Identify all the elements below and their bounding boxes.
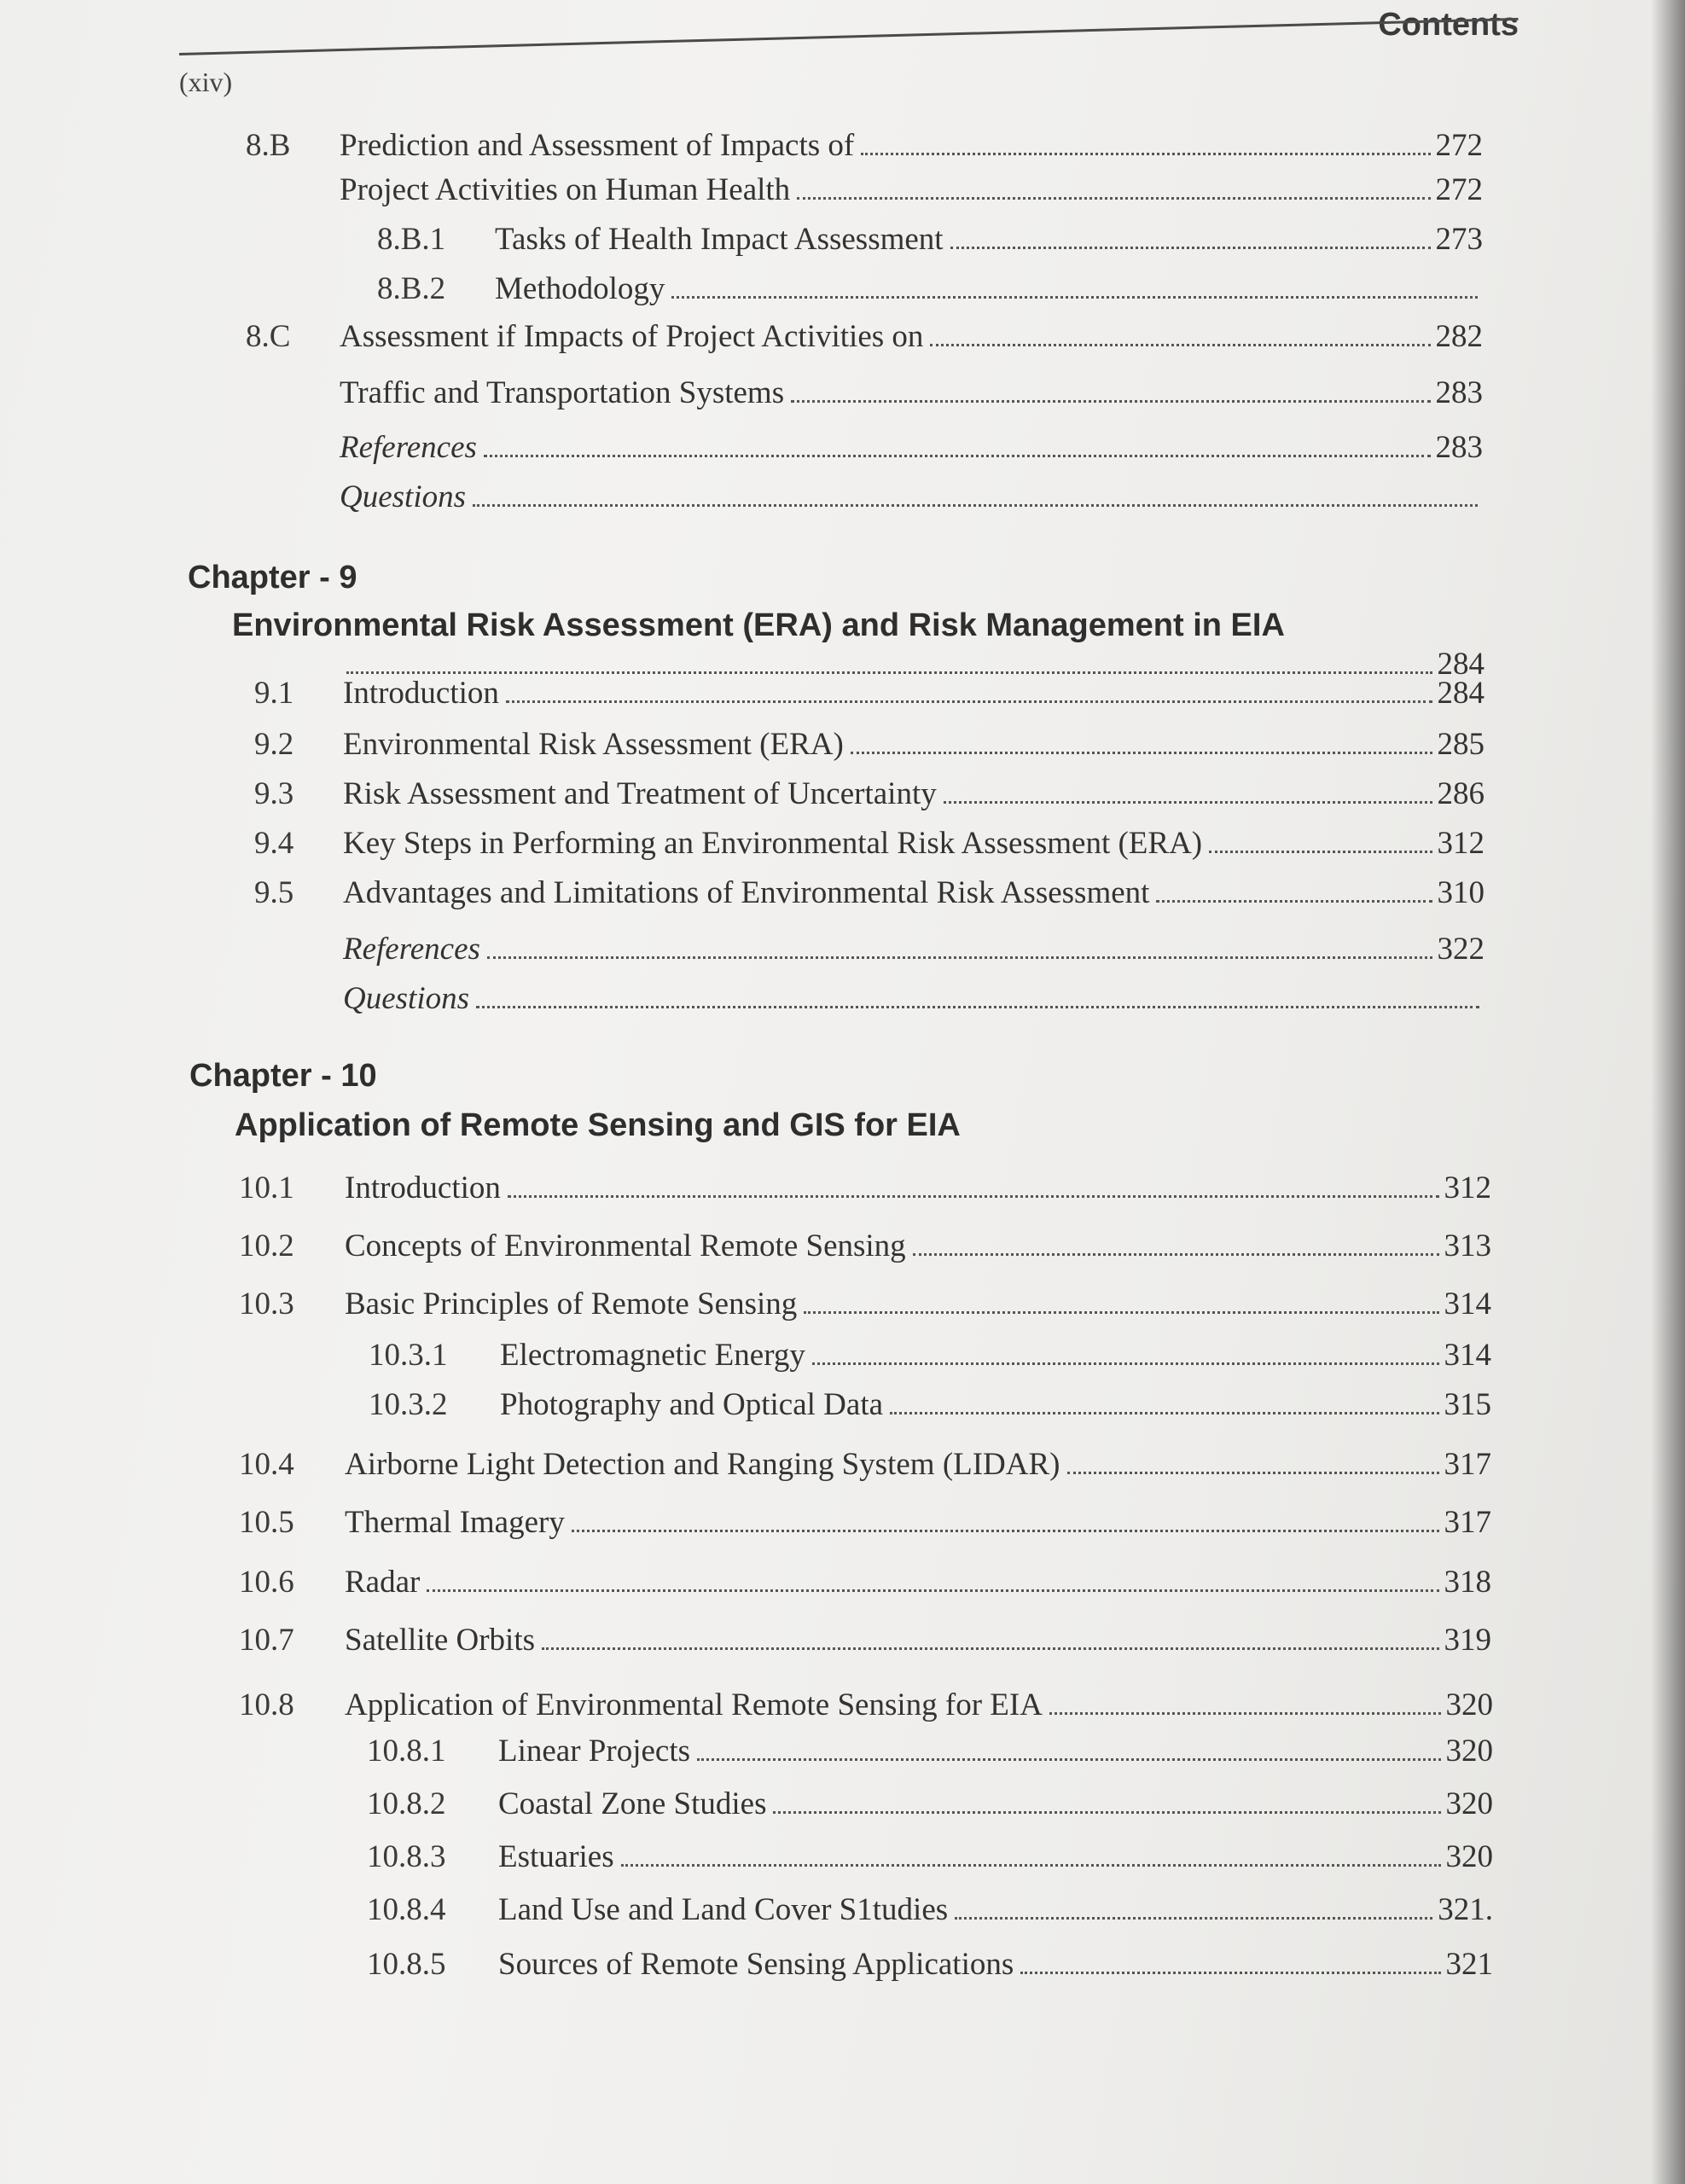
leader-dots xyxy=(890,1412,1438,1414)
entry-number: 10.8 xyxy=(239,1687,294,1722)
entry-page: 310 xyxy=(1437,875,1485,910)
leader-dots xyxy=(861,153,1430,155)
entry-number: 10.6 xyxy=(239,1565,294,1600)
toc-entry xyxy=(367,1785,1493,1824)
leader-dots xyxy=(955,1917,1432,1920)
toc-entry xyxy=(239,1227,1491,1266)
toc-entry xyxy=(246,317,1483,357)
toc-entry xyxy=(239,1621,1491,1660)
running-header-title: Contents xyxy=(1378,7,1519,43)
leader-dots xyxy=(1156,900,1432,903)
leader-dots xyxy=(944,801,1432,804)
entry-title: Risk Assessment and Treatment of Uncertainty xyxy=(343,776,937,811)
leader-dots xyxy=(797,197,1430,200)
entry-page: 283 xyxy=(1435,430,1483,465)
toc-entry xyxy=(254,674,1485,713)
entry-number: 8.C xyxy=(246,319,291,354)
entry-title: Questions xyxy=(343,981,469,1016)
leader-dots xyxy=(851,752,1432,754)
entry-page: 272 xyxy=(1435,172,1483,207)
entry-page: 318 xyxy=(1444,1565,1491,1600)
toc-entry xyxy=(254,824,1485,863)
entry-title: Assessment if Impacts of Project Activities on xyxy=(340,319,924,354)
leader-dots xyxy=(487,956,1432,959)
toc-entry xyxy=(239,1686,1493,1725)
entry-page: 273 xyxy=(1435,222,1483,257)
entry-page: 320 xyxy=(1445,1734,1493,1769)
toc-entry xyxy=(340,478,1483,517)
leader-dots xyxy=(812,1362,1439,1365)
toc-entry xyxy=(239,1169,1491,1208)
toc-entry xyxy=(340,171,1483,210)
entry-number: 10.8.1 xyxy=(367,1734,446,1769)
entry-title: Questions xyxy=(340,479,466,514)
chapter-label: Chapter - 9 xyxy=(188,560,357,595)
entry-page: 314 xyxy=(1444,1338,1491,1373)
entry-number: 8.B xyxy=(246,128,291,163)
leader-dots xyxy=(671,296,1478,299)
entry-title: Thermal Imagery xyxy=(345,1505,565,1540)
entry-title: Linear Projects xyxy=(498,1734,690,1769)
leader-dots xyxy=(508,1195,1439,1198)
toc-entry xyxy=(254,874,1485,913)
leader-dots xyxy=(484,455,1431,457)
entry-title: Photography and Optical Data xyxy=(500,1387,884,1422)
entry-number: 10.8.5 xyxy=(367,1947,446,1982)
toc-entry xyxy=(340,428,1483,468)
entry-number: 9.5 xyxy=(254,875,294,910)
entry-page: 317 xyxy=(1444,1505,1491,1540)
entry-title: Airborne Light Detection and Ranging System (LIDAR) xyxy=(345,1447,1060,1482)
leader-dots xyxy=(950,247,1431,249)
entry-title: References xyxy=(340,430,477,465)
entry-number: 10.1 xyxy=(239,1170,294,1205)
entry-page: 320 xyxy=(1445,1786,1493,1821)
entry-number: 10.4 xyxy=(239,1447,294,1482)
entry-page: 284 xyxy=(1437,647,1485,682)
leader-dots xyxy=(542,1647,1439,1650)
entry-title: Electromagnetic Energy xyxy=(500,1338,805,1373)
entry-page: 286 xyxy=(1437,776,1485,811)
entry-page: 312 xyxy=(1444,1170,1491,1205)
toc-entry xyxy=(343,979,1485,1019)
chapter-title: Application of Remote Sensing and GIS for EIA xyxy=(235,1107,961,1143)
leader-dots xyxy=(473,504,1478,507)
entry-title: Tasks of Health Impact Assessment xyxy=(495,222,944,257)
entry-title: Satellite Orbits xyxy=(345,1623,535,1658)
entry-page: 272 xyxy=(1435,128,1483,163)
toc-entry xyxy=(367,1945,1493,1984)
entry-page: 317 xyxy=(1444,1447,1491,1482)
entry-page: 320 xyxy=(1445,1687,1493,1722)
entry-title: Introduction xyxy=(343,676,499,711)
toc-entry xyxy=(254,725,1485,764)
leader-dots xyxy=(697,1758,1441,1761)
leader-dots xyxy=(791,400,1430,403)
leader-dots xyxy=(773,1811,1440,1814)
toc-entry xyxy=(369,1336,1491,1375)
entry-title: Introduction xyxy=(345,1170,501,1205)
entry-title: Estuaries xyxy=(498,1839,614,1874)
toc-entry xyxy=(377,220,1483,259)
entry-title: Radar xyxy=(345,1565,421,1600)
entry-page: 282 xyxy=(1435,319,1483,354)
chapter-title: Environmental Risk Assessment (ERA) and Risk Management in EIA xyxy=(232,607,1285,643)
toc-entry xyxy=(239,1563,1491,1602)
entry-title: Application of Environmental Remote Sensing for EIA xyxy=(345,1687,1043,1722)
toc-entry xyxy=(254,775,1485,814)
entry-number: 10.8.4 xyxy=(367,1892,446,1927)
entry-number: 9.1 xyxy=(254,676,294,711)
entry-page: 319 xyxy=(1444,1623,1491,1658)
entry-page: 314 xyxy=(1444,1287,1491,1321)
entry-title: Coastal Zone Studies xyxy=(498,1786,767,1821)
leader-dots xyxy=(1209,851,1432,853)
toc-entry xyxy=(369,1385,1491,1425)
leader-dots xyxy=(476,1006,1479,1008)
entry-page: 312 xyxy=(1437,826,1485,861)
entry-number: 9.3 xyxy=(254,776,294,811)
toc-entry xyxy=(367,1732,1493,1771)
toc-entry xyxy=(239,1445,1491,1484)
toc-entry xyxy=(239,1503,1491,1542)
entry-title: Advantages and Limitations of Environmental Risk Assessment xyxy=(343,875,1150,910)
entry-title: Basic Principles of Remote Sensing xyxy=(345,1287,798,1321)
leader-dots xyxy=(930,344,1430,346)
entry-number: 10.5 xyxy=(239,1505,294,1540)
page-number: (xiv) xyxy=(179,67,233,97)
entry-page: 285 xyxy=(1437,727,1485,762)
toc-entry xyxy=(377,270,1483,309)
entry-title: Traffic and Transportation Systems xyxy=(340,375,785,410)
entry-page: 283 xyxy=(1435,375,1483,410)
entry-number: 9.4 xyxy=(254,826,294,861)
toc-entry xyxy=(340,374,1483,413)
entry-title: Environmental Risk Assessment (ERA) xyxy=(343,727,844,762)
entry-title: Project Activities on Human Health xyxy=(340,172,791,207)
page-edge-shadow xyxy=(1651,0,1685,2184)
entry-number: 10.2 xyxy=(239,1228,294,1263)
toc-entry xyxy=(239,1285,1491,1324)
leader-dots xyxy=(1020,1972,1440,1974)
entry-number: 9.2 xyxy=(254,727,294,762)
leader-dots xyxy=(1049,1712,1441,1715)
toc-entry xyxy=(343,930,1485,969)
leader-dots xyxy=(427,1589,1438,1592)
entry-page: 284 xyxy=(1437,676,1485,711)
entry-title: Concepts of Environmental Remote Sensing xyxy=(345,1228,906,1263)
entry-page: 313 xyxy=(1444,1228,1491,1263)
entry-number: 10.8.3 xyxy=(367,1839,446,1874)
toc-entry xyxy=(367,1838,1493,1877)
entry-page: 321. xyxy=(1438,1892,1493,1927)
entry-page: 320 xyxy=(1445,1839,1493,1874)
entry-number: 10.8.2 xyxy=(367,1786,446,1821)
entry-title: Sources of Remote Sensing Applications xyxy=(498,1947,1014,1982)
entry-title: Key Steps in Performing an Environmental Risk Assessment (ERA) xyxy=(343,826,1203,861)
entry-title: Land Use and Land Cover S1tudies xyxy=(498,1892,949,1927)
entry-number: 8.B.2 xyxy=(377,271,446,306)
entry-title: Prediction and Assessment of Impacts of xyxy=(340,128,855,163)
leader-dots xyxy=(1067,1472,1439,1474)
entry-number: 10.3.2 xyxy=(369,1387,448,1422)
entry-page: 322 xyxy=(1437,932,1485,967)
chapter-label: Chapter - 10 xyxy=(189,1058,377,1094)
leader-dots xyxy=(913,1253,1439,1256)
leader-dots xyxy=(506,700,1432,703)
entry-number: 8.B.1 xyxy=(377,222,446,257)
toc-entry xyxy=(367,1891,1493,1930)
leader-dots xyxy=(804,1311,1438,1314)
leader-dots xyxy=(572,1530,1439,1532)
leader-dots xyxy=(621,1864,1441,1867)
entry-number: 10.3 xyxy=(239,1287,294,1321)
entry-title: References xyxy=(343,932,480,967)
toc-entry xyxy=(246,126,1483,166)
entry-title: Methodology xyxy=(495,271,665,306)
entry-number: 10.7 xyxy=(239,1623,294,1658)
entry-page: 321 xyxy=(1445,1947,1493,1982)
entry-number: 10.3.1 xyxy=(369,1338,448,1373)
entry-page: 315 xyxy=(1444,1387,1491,1422)
